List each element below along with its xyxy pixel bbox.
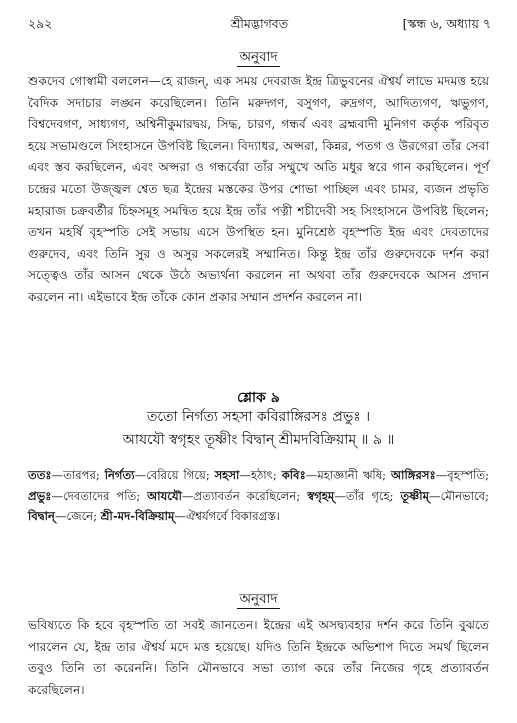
synonym-word: ততঃ	[28, 468, 52, 482]
synonym-word: স্বগৃহম্	[307, 488, 335, 503]
shloka-title: শ্লোক ৯	[237, 390, 280, 406]
synonym-word: শ্রী-মদ-বিক্রিয়াম্	[100, 509, 175, 523]
synonym-meaning: জেনে	[66, 509, 94, 523]
synonyms-block: ততঃ—তারপর; নির্গত্য—বেরিয়ে গিয়ে; সহসা—হঠাৎ; কবিঃ—মহাজ্ঞানী ঋষি; আঙ্গিরসঃ—বৃহস্পতি; প্রভুঃ—দেবতাদের পতি; আযযৌ—প্রত্যাবর্তন করেছিলেন; স্বগৃহম্—তাঁর গৃহে; তূষ্ণীম্—মৌনভাবে; বিদ্বান্—জেনে; শ্রী-মদ-বিক্রিয়াম্—ঐশ্বর্যগর্বে বিকারগ্রস্ত।	[28, 468, 490, 523]
synonym-meaning: তারপর	[63, 468, 96, 482]
translation-heading-2: অনুবাদ	[239, 591, 278, 607]
translation-paragraph: শুকদেব গোস্বামী বললেন—হে রাজন্‌, এক সময় দেবরাজ ইন্দ্র ত্রিভুবনের ঐশ্বর্য লাভে মদমত্ত হয়ে বৈদিক সদাচার লঙ্ঘন করেছিলেন। তিনি মরুদ্গণ, বসুগণ, রুদ্রগণ, আদিত্যগণ, ঋভুগণ, বিশ্বদেবগণ, সাধ্যগণ, অশ্বিনীকুমারদ্বয়, সিদ্ধ, চারণ, গন্ধর্ব এবং ব্রহ্মবাদী মুনিগণ কর্তৃক পরিবৃত হয়ে সভামণ্ডলে সিংহাসনে উপবিষ্ট ছিলেন। বিদ্যাধর, অপ্সরা, কিন্নর, পতগ ও উরগেরা তাঁর সেবা এবং স্তব করছিলেন, এবং অপ্সরা ও গন্ধর্বেরা তাঁর সম্মুখে অতি মধুর স্বরে গান করছিলেন। পূর্ণ চন্দ্রের মতো উজ্জ্বল শ্বেত ছত্র ইন্দ্রের মস্তকের উপর শোভা পাচ্ছিল এবং চামর, ব্যজন প্রভৃতি মহারাজ চক্রবর্তীর চিহ্নসমূহ সমন্বিত হয়ে ইন্দ্র তাঁর পত্নী শচীদেবী সহ সিংহাসনে উপবিষ্ট ছিলেন; তখন মহর্ষি বৃহস্পতি সেই সভায় এসে উপস্থিত হন। মুনিশ্রেষ্ঠ বৃহস্পতি ইন্দ্র এবং দেবতাদের গুরুদেব, এবং তিনি সুর ও অসুর সকলেরই সম্মানিত। কিন্তু ইন্দ্র তাঁর গুরুদেবকে দর্শন করা সত্ত্বেও তাঁর আসন থেকে উঠে অভ্যর্থনা করলেন না অথবা তাঁর গুরুদেবকে আসন প্রদান করলেন না। এইভাবে ইন্দ্র তাঁকে কোন প্রকার সম্মান প্রদর্শন করলেন না।	[28, 74, 489, 304]
synonym-word: আঙ্গিরসঃ	[390, 468, 436, 482]
synonym-meaning: প্রত্যাবর্তন করেছিলেন	[193, 488, 297, 503]
synonym-word: আযযৌ	[147, 488, 182, 503]
synonym-meaning: ঐশ্বর্যগর্বে বিকারগ্রস্ত	[186, 509, 276, 523]
verse-line-1: ততো নির্গত্য সহসা কবিরাঙ্গিরসঃ প্রভুঃ ।	[146, 409, 371, 425]
synonym-word: বিদ্বান্	[28, 509, 55, 523]
synonym-word: কবিঃ	[281, 468, 306, 482]
synonym-meaning: বৃহস্পতি	[447, 468, 486, 482]
book-title: শ্রীমদ্ভাগবত	[230, 16, 289, 31]
synonym-meaning: বেরিয়ে গিয়ে	[146, 468, 206, 482]
synonym-meaning: মৌনভাবে	[440, 488, 486, 503]
synonym-word: তূষ্ণীম্	[400, 488, 430, 503]
synonym-word: সহসা	[214, 468, 240, 482]
page-number: ২৯২	[28, 16, 53, 31]
synonym-word: নির্গত্য	[104, 468, 135, 482]
page-header	[28, 16, 491, 34]
translation-paragraph-2: ভবিষ্যতে কি হবে বৃহস্পতি তা সবই জানতেন। ইন্দ্রের এই অসদ্ব্যবহার দর্শন করে তিনি বুঝতে পারলেন যে, ইন্দ্র তার ঐশ্বর্য মদে মত্ত হয়েছে। যদিও তিনি ইন্দ্রকে অভিশাপ দিতে সমর্থ ছিলেন তবুও তিনি তা করেননি। তিনি মৌনভাবে সভা ত্যাগ করে তাঁর নিজের গৃহে প্রত্যাবর্তন করেছিলেন।	[28, 618, 489, 697]
synonym-meaning: মহাজ্ঞানী ঋষি	[317, 468, 383, 482]
translation-heading: অনুবাদ	[239, 49, 278, 65]
synonym-meaning: দেবতাদের পতি	[63, 488, 137, 503]
synonym-meaning: তাঁর গৃহে	[345, 488, 390, 503]
synonym-meaning: হঠাৎ	[251, 468, 273, 482]
canto-chapter-label: [স্কন্ধ ৬, অধ্যায় ৭	[402, 16, 491, 31]
synonym-word: প্রভুঃ	[28, 488, 52, 503]
verse-line-2: আযযৌ স্বগৃহং তূষ্ণীং বিদ্বান্ শ্রীমদবিক্রিয়াম্ ॥ ৯ ॥	[122, 432, 395, 448]
